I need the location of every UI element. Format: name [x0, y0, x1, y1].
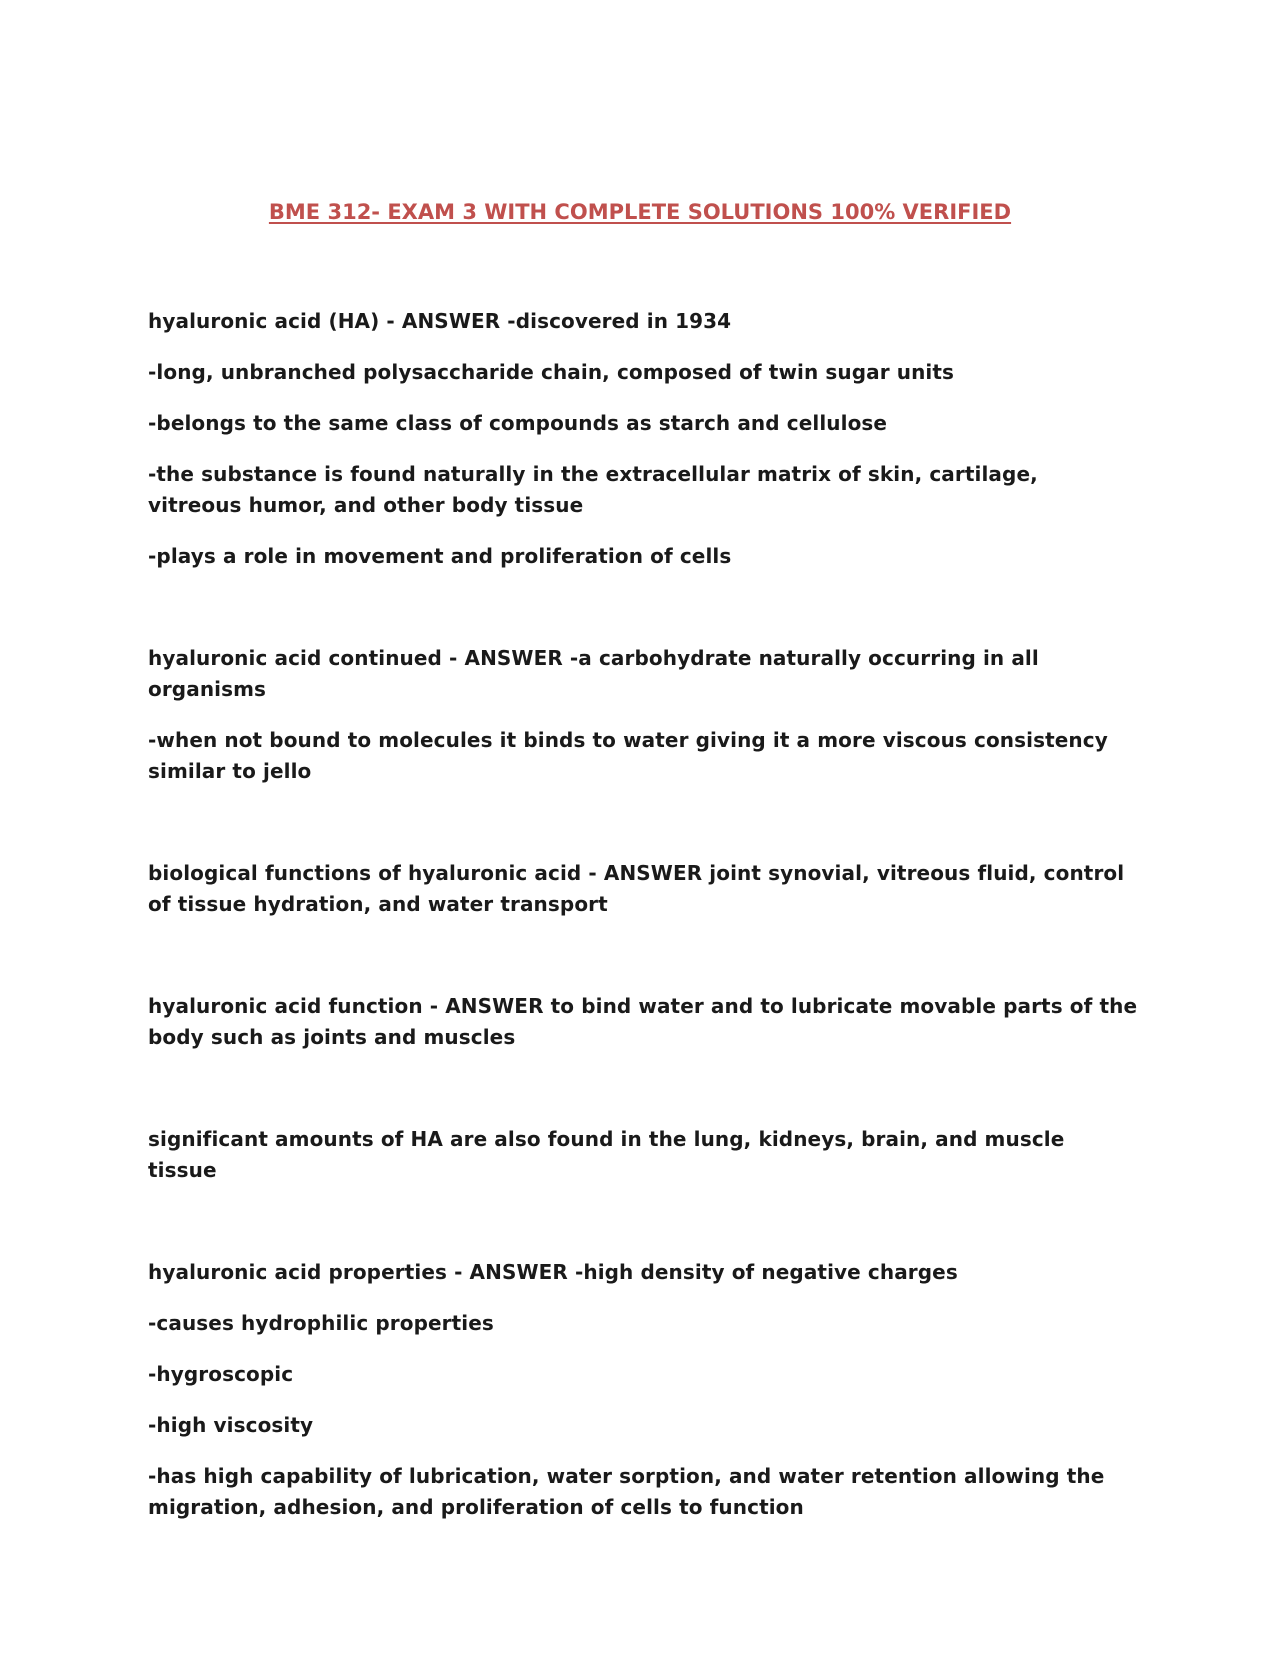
qa-block-1	[148, 306, 1138, 572]
document-title	[0, 200, 1280, 224]
paragraph: biological functions of hyaluronic acid - ANSWER joint synovial, vitreous fluid, control of tissue hydration, and water transport	[148, 861, 1125, 916]
paragraph: hyaluronic acid properties - ANSWER -high density of negative charges	[148, 1260, 958, 1284]
paragraph: -plays a role in movement and proliferation of cells	[148, 544, 732, 568]
qa-block-3	[148, 858, 1138, 920]
qa-block-2	[148, 643, 1138, 787]
paragraph: hyaluronic acid function - ANSWER to bind water and to lubricate movable parts of the body such as joints and muscles	[148, 994, 1138, 1049]
paragraph: -the substance is found naturally in the extracellular matrix of skin, cartilage, vitreous humor, and other body tissue	[148, 462, 1038, 517]
paragraph: -has high capability of lubrication, water sorption, and water retention allowing the migration, adhesion, and proliferation of cells to function	[148, 1464, 1105, 1519]
paragraph: hyaluronic acid continued - ANSWER -a carbohydrate naturally occurring in all organisms	[148, 646, 1039, 701]
paragraph: -long, unbranched polysaccharide chain, composed of twin sugar units	[148, 360, 955, 384]
paragraph: -belongs to the same class of compounds as starch and cellulose	[148, 411, 888, 435]
paragraph: -when not bound to molecules it binds to water giving it a more viscous consistency similar to jello	[148, 728, 1108, 783]
qa-block-4	[148, 991, 1138, 1053]
document-body	[148, 306, 1138, 1523]
paragraph: hyaluronic acid (HA) - ANSWER -discovered in 1934	[148, 309, 732, 333]
paragraph: -causes hydrophilic properties	[148, 1311, 494, 1335]
paragraph: -hygroscopic	[148, 1362, 294, 1386]
paragraph: significant amounts of HA are also found in the lung, kidneys, brain, and muscle tissue	[148, 1127, 1065, 1182]
document-title-text: BME 312- EXAM 3 WITH COMPLETE SOLUTIONS 100% VERIFIED	[268, 200, 1012, 224]
qa-block-6	[148, 1257, 1138, 1523]
qa-block-5	[148, 1124, 1138, 1186]
paragraph: -high viscosity	[148, 1413, 314, 1437]
